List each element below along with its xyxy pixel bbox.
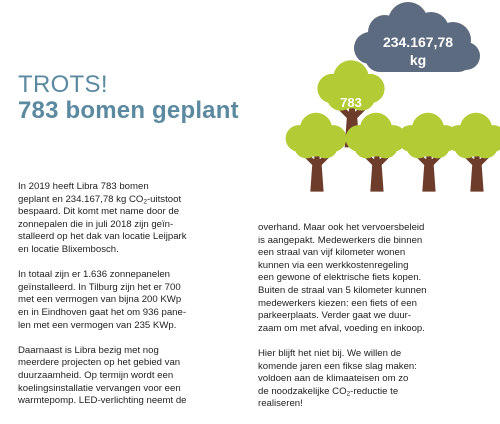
paragraph-projects [18, 345, 214, 408]
text-column-2 [258, 222, 458, 424]
text-line: komende jaren een fikse slag maken: [258, 360, 417, 372]
text-line: koelingsinstallatie vervangen voor een [18, 382, 181, 394]
text-line: overhand. Maar ook het vervoersbeleid [258, 222, 425, 233]
text-line: In totaal zijn er 1.636 zonnepanelen [18, 269, 171, 281]
text-line: medewerkers kiezen: een fiets of een [258, 297, 417, 309]
text-line: Buiten de straal van 5 kilometer kunnen [258, 284, 427, 296]
text-line: In 2019 heeft Libra 783 bomen [18, 181, 149, 192]
text-line: met een vermogen van bijna 200 KWp [18, 294, 182, 306]
tree-count: 783 [340, 95, 362, 110]
paragraph-emissions [18, 181, 214, 257]
tree-group [286, 60, 500, 191]
paragraph-transport [258, 222, 458, 335]
text-line: een gewone of elektrische fiets kopen. [258, 272, 422, 284]
text-line: zonnepalen die in juli 2018 zijn geïn- [18, 218, 174, 230]
text-line: kunnen via een werkkostenregeling [258, 259, 409, 271]
text-line: en in Eindhoven gaat het om 936 pane- [18, 306, 187, 318]
tree-4 [446, 113, 500, 192]
text-line: Daarnaast is Libra bezig met nog [18, 344, 159, 356]
text-line: zaam om met afval, voeding en inkoop. [258, 322, 425, 334]
tree-3 [398, 113, 459, 192]
text-line: bespaard. Dit komt met name door de [18, 206, 180, 218]
text-line: de noodzakelijke $CO_2$-reductie te [258, 385, 399, 398]
page-heading [18, 72, 239, 124]
heading-line-2: 783 bomen geplant [18, 97, 239, 124]
text-line: warmtepomp. LED-verlichting neemt de [18, 395, 187, 407]
trees-infographic [268, 0, 500, 210]
tree-1 [286, 113, 347, 192]
paragraph-future [258, 348, 458, 411]
cloud-value: 234.167,78 [382, 34, 454, 50]
text-line: voldoen aan de klimaateisen om zo [258, 373, 409, 385]
text-line: een straal van vijf kilometer wonen [258, 247, 406, 259]
text-line: duurzaamheid. Op termijn wordt een [18, 369, 174, 381]
text-column-1 [18, 181, 214, 420]
text-line: len met een vermogen van 235 KWp. [18, 319, 177, 331]
text-line: parkeerplaats. Verder gaat we duur- [258, 310, 412, 322]
text-line: realiseren! [258, 398, 303, 410]
text-line: geplant en 234.167,78 kg $CO_2$-uitstoot [18, 193, 182, 206]
text-line: meerdere projecten op het gebied van [18, 357, 181, 369]
text-line: is aangepakt. Medewerkers die binnen [258, 234, 423, 246]
paragraph-solar-panels [18, 269, 214, 332]
text-line: en locatie Blixembosch. [18, 243, 119, 255]
text-line: geïnstalleerd. In Tilburg zijn het er 700 [18, 281, 181, 293]
text-line: Hier blijft het niet bij. We willen de [258, 347, 402, 359]
cloud-unit: kg [409, 52, 427, 68]
text-line: stalleerd op het dak van locatie Leijpark [18, 231, 187, 243]
heading-line-1: TROTS! [18, 71, 108, 98]
